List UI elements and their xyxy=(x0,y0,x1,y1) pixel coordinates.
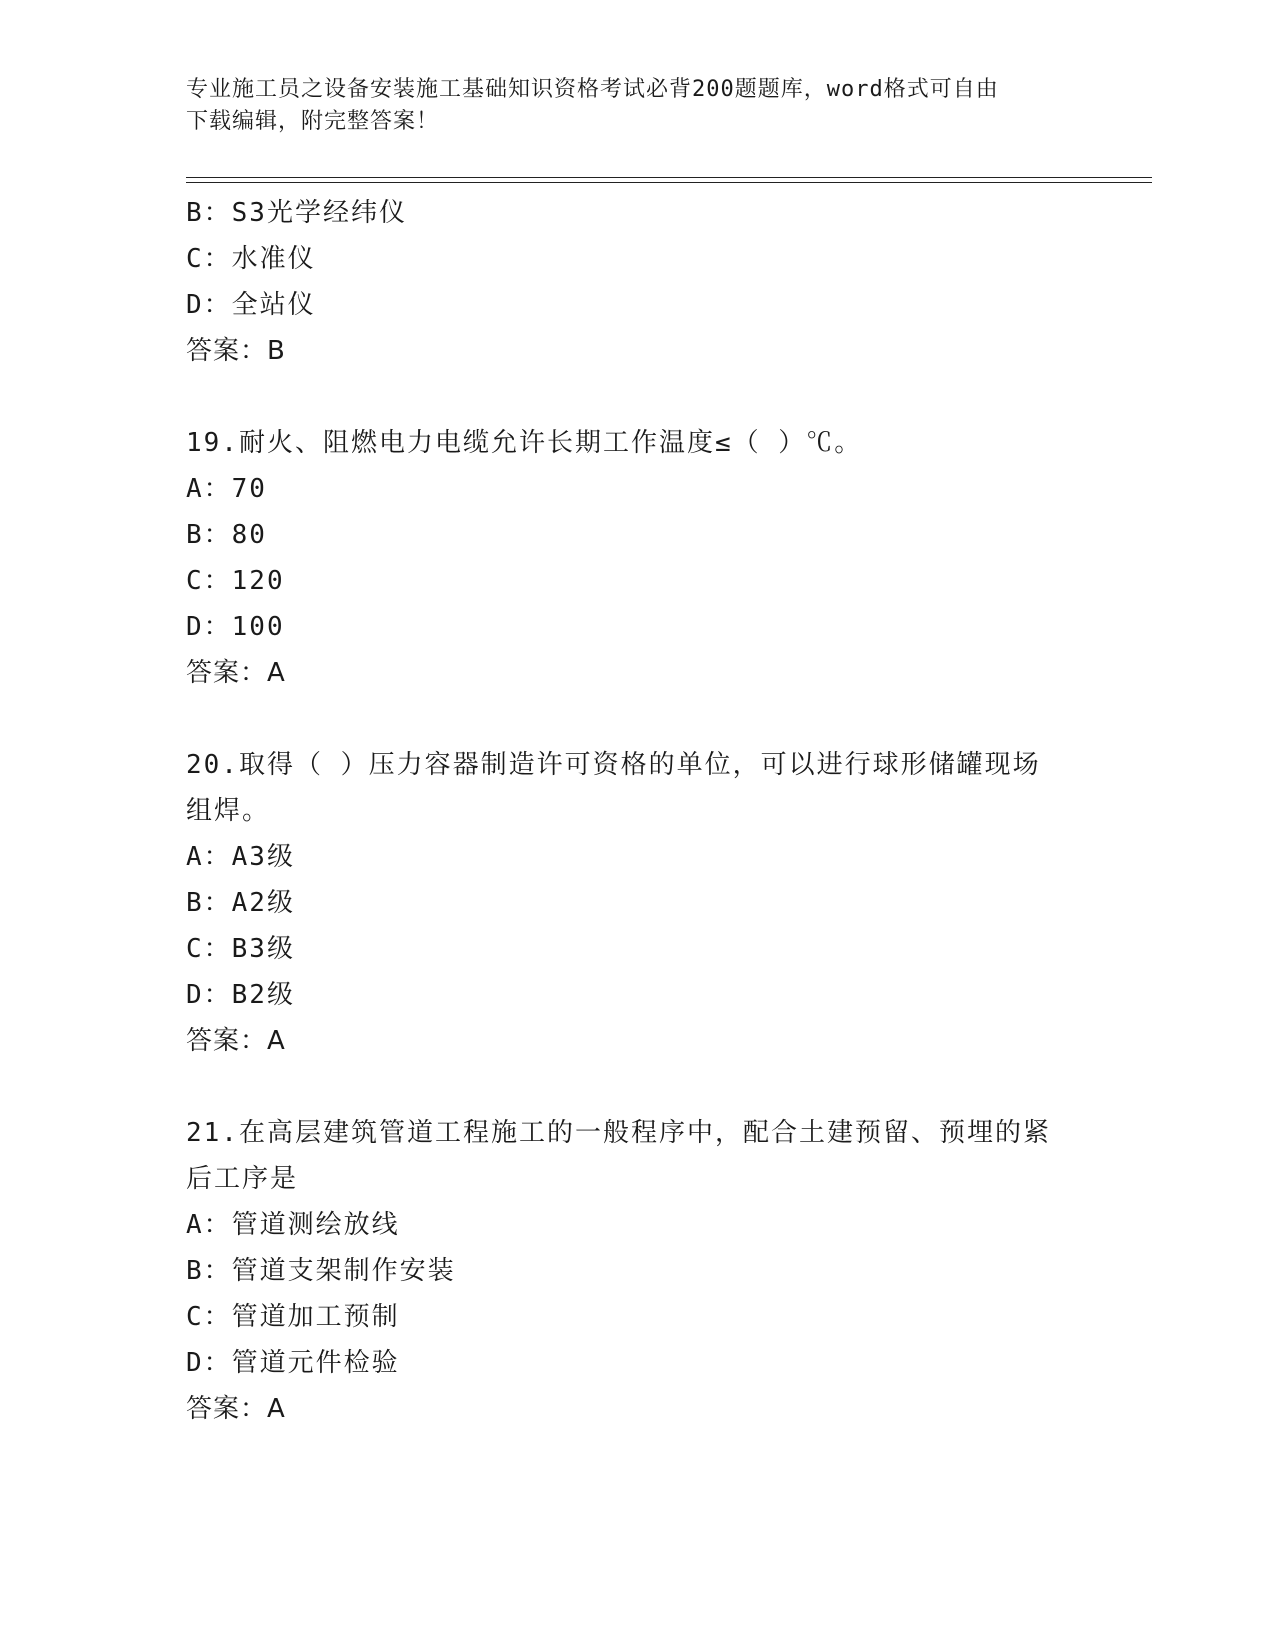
answer: 答案：B xyxy=(186,336,286,366)
header-rule-top xyxy=(186,177,1152,178)
document-body xyxy=(186,190,1086,1432)
question-18 xyxy=(186,190,1086,374)
question-text-line-1: 20.取得（ ）压力容器制造许可资格的单位，可以进行球形储罐现场 xyxy=(186,750,1041,780)
spacer xyxy=(186,1064,1086,1110)
header-rule-bottom xyxy=(186,182,1152,183)
option-c: C：120 xyxy=(186,566,285,596)
header-line-2: 下载编辑，附完整答案！ xyxy=(186,109,440,134)
spacer xyxy=(186,696,1086,742)
option-c: C：管道加工预制 xyxy=(186,1302,400,1332)
document-header xyxy=(186,74,1086,138)
option-b: B：S3光学经纬仪 xyxy=(186,198,407,228)
option-a: A：A3级 xyxy=(186,842,295,872)
option-d: D：管道元件检验 xyxy=(186,1348,400,1378)
answer: 答案：A xyxy=(186,1026,286,1056)
option-d: D：B2级 xyxy=(186,980,295,1010)
option-c: C：B3级 xyxy=(186,934,295,964)
option-c: C：水准仪 xyxy=(186,244,316,274)
spacer xyxy=(186,374,1086,420)
header-line-1: 专业施工员之设备安装施工基础知识资格考试必背200题题库，word格式可自由 xyxy=(186,77,999,102)
question-text-line-2: 后工序是 xyxy=(186,1164,299,1194)
option-d: D：100 xyxy=(186,612,285,642)
question-19 xyxy=(186,420,1086,696)
option-a: A：管道测绘放线 xyxy=(186,1210,400,1240)
option-a: A：70 xyxy=(186,474,267,504)
question-text: 19.耐火、阻燃电力电缆允许长期工作温度≤（ ）℃。 xyxy=(186,428,863,458)
answer: 答案：A xyxy=(186,658,286,688)
option-d: D：全站仪 xyxy=(186,290,316,320)
option-b: B：管道支架制作安装 xyxy=(186,1256,456,1286)
answer: 答案：A xyxy=(186,1394,286,1424)
option-b: B：A2级 xyxy=(186,888,295,918)
question-21 xyxy=(186,1110,1086,1432)
question-text-line-1: 21.在高层建筑管道工程施工的一般程序中，配合土建预留、预埋的紧 xyxy=(186,1118,1051,1148)
question-text-line-2: 组焊。 xyxy=(186,796,271,826)
option-b: B：80 xyxy=(186,520,267,550)
question-20 xyxy=(186,742,1086,1064)
